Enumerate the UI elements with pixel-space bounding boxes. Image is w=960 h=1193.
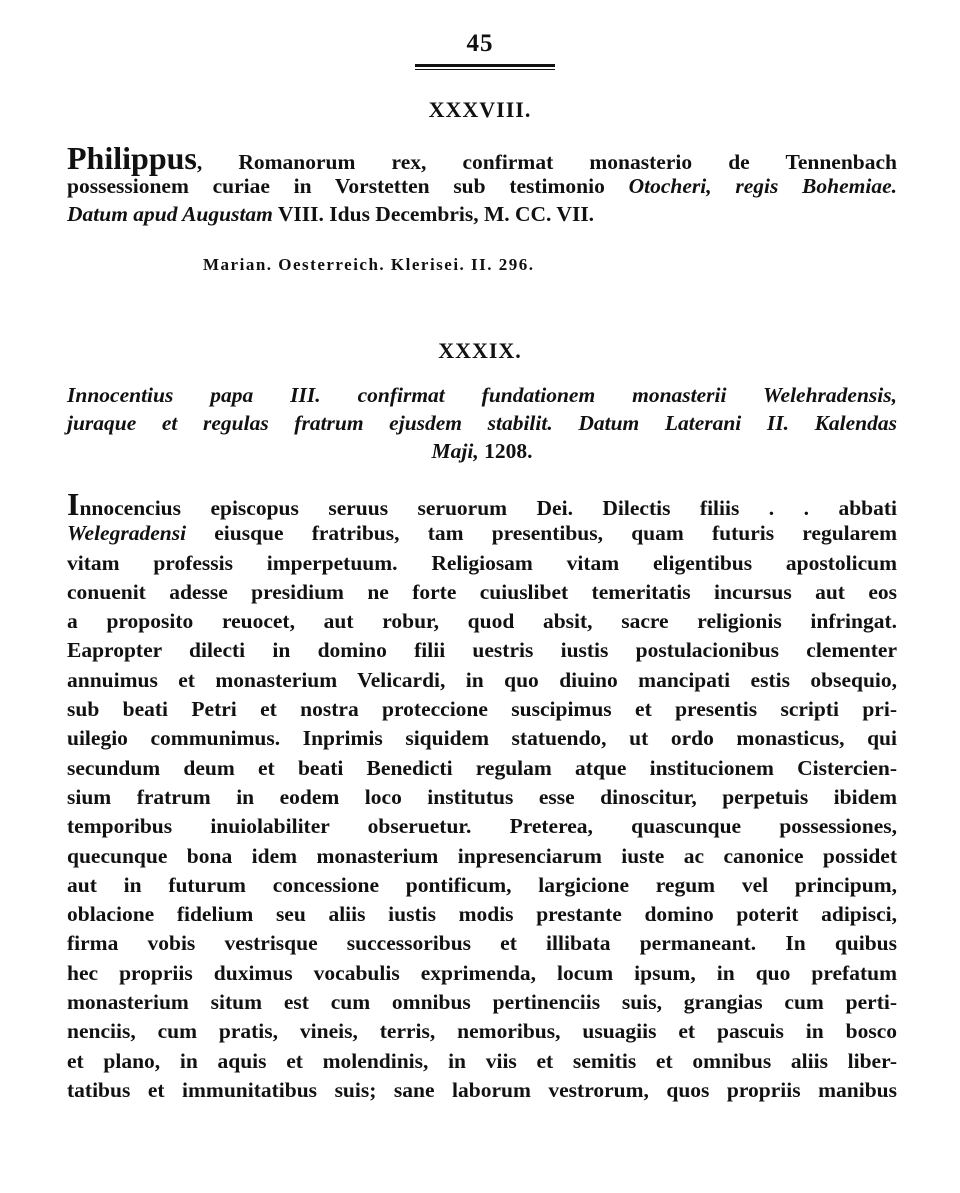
text-segment: quecunque bona idem monasterium inpresenciarum iuste ac canonice possidet <box>67 843 897 868</box>
text-line <box>67 724 897 753</box>
text-line <box>67 842 897 871</box>
text-segment: nenciis, cum pratis, vineis, terris, nemoribus, usuagiis et pascuis in bosco <box>67 1019 897 1044</box>
italic-text: Welegradensi <box>67 521 187 546</box>
document-summary-39 <box>67 381 897 465</box>
text-segment: sium fratrum in eodem loco institutus esse dinoscitur, perpetuis ibidem <box>67 784 897 809</box>
text-line <box>67 636 897 665</box>
text-line <box>67 783 897 812</box>
text-segment: uilegio communimus. Inprimis siquidem statuendo, ut ordo monasticus, qui <box>67 726 897 751</box>
text-segment: sub beati Petri et nostra proteccione suscipimus et presentis scripti pri- <box>67 697 897 722</box>
document-source-38: Marian. Oesterreich. Klerisei. II. 296. <box>203 255 535 274</box>
text-segment: et plano, in aquis et molendinis, in viis et semitis et omnibus aliis liber- <box>67 1048 897 1073</box>
text-line <box>67 1076 897 1105</box>
text-line <box>67 1047 897 1076</box>
text-segment: I <box>67 486 80 522</box>
text-line <box>67 988 897 1017</box>
text-line <box>67 381 897 409</box>
text-line <box>67 486 897 522</box>
text-line <box>67 871 897 900</box>
text-segment: tatibus et immunitatibus suis; sane laborum vestrorum, quos propriis manibus <box>67 1077 897 1102</box>
text-line <box>67 929 897 958</box>
text-line <box>67 900 897 929</box>
text-segment: VIII. Idus Decembris, M. CC. VII. <box>272 202 595 226</box>
text-segment: 1208. <box>478 439 533 463</box>
italic-text: Innocentius papa III. confirmat fundationem monasterii Welehradensis, <box>67 383 897 407</box>
text-line <box>67 437 897 465</box>
text-line <box>67 140 897 176</box>
text-segment: , Romanorum rex, confirmat monasterio de Tennenbach <box>196 150 897 174</box>
text-segment: Philippus <box>67 140 197 176</box>
page-number-rule-thin <box>415 69 555 70</box>
text-segment: a proposito reuocet, aut robur, quod absit, sacre religionis infringat. <box>67 609 897 634</box>
text-segment: oblacione fidelium seu aliis iustis modis prestante domino poterit adipisci, <box>67 902 897 927</box>
text-line <box>67 200 897 228</box>
text-line <box>67 409 897 437</box>
italic-text: Otocheri, regis Bohemiae. <box>628 174 897 198</box>
italic-text: Datum apud Augustam <box>67 202 273 226</box>
text-line <box>67 172 897 200</box>
page-number-rule <box>415 64 555 67</box>
page-number: 45 <box>466 30 494 57</box>
text-line <box>67 754 897 783</box>
text-line <box>67 812 897 841</box>
document-heading-39: XXXIX. <box>438 338 522 363</box>
text-line <box>67 549 897 578</box>
text-segment: conuenit adesse presidium ne forte cuiuslibet temeritatis incursus aut eos <box>67 579 897 604</box>
text-segment: secundum deum et beati Benedicti regulam atque institucionem Cistercien- <box>67 755 897 780</box>
text-segment: aut in futurum concessione pontificum, largicione regum vel principum, <box>67 872 897 897</box>
document-heading-38: XXXVIII. <box>428 97 532 122</box>
text-line <box>67 666 897 695</box>
text-line <box>67 959 897 988</box>
text-line <box>67 695 897 724</box>
document-body-39 <box>67 486 897 1105</box>
italic-text: Maji, <box>431 439 479 463</box>
text-segment: temporibus inuiolabiliter obseruetur. Preterea, quascunque possessiones, <box>67 814 897 839</box>
text-line <box>67 578 897 607</box>
text-segment: Eapropter dilecti in domino filii uestris iustis postulacionibus clementer <box>67 638 897 663</box>
italic-text: juraque et regulas fratrum ejusdem stabilit. Datum Laterani II. Kalendas <box>67 411 897 435</box>
text-segment: monasterium situm est cum omnibus pertinenciis suis, grangias cum perti- <box>67 990 897 1015</box>
text-segment: vitam professis imperpetuum. Religiosam vitam eligentibus apostolicum <box>67 550 897 575</box>
text-line <box>67 1017 897 1046</box>
document-summary-38 <box>67 140 897 228</box>
text-segment: possessionem curiae in Vorstetten sub testimonio <box>67 174 629 198</box>
text-line <box>67 519 897 548</box>
text-segment: hec propriis duximus vocabulis exprimenda, locum ipsum, in quo prefatum <box>67 960 897 985</box>
text-segment: annuimus et monasterium Velicardi, in quo diuino mancipati estis obsequio, <box>67 667 897 692</box>
text-segment: eiusque fratribus, tam presentibus, quam futuris regularem <box>186 521 897 546</box>
text-line <box>67 607 897 636</box>
text-segment: firma vobis vestrisque successoribus et illibata permaneant. In quibus <box>67 931 897 956</box>
text-segment: nnocencius episcopus seruus seruorum Dei. Dilectis filiis . . abbati <box>79 496 897 520</box>
